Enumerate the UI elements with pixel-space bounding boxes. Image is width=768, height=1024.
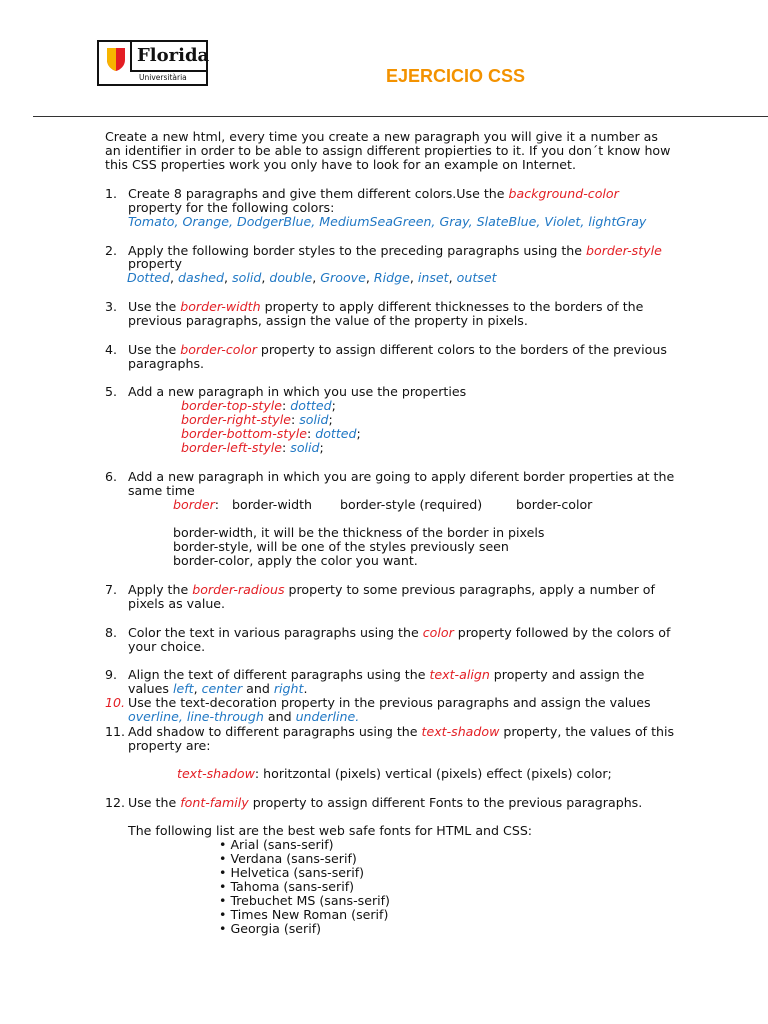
- item-8-line-2: your choice.: [128, 639, 206, 654]
- item-10-line-1: Use the text-decoration property in the previous paragraphs and assign the values: [128, 695, 651, 710]
- item-6-desc-3: border-color, apply the color you want.: [173, 553, 418, 568]
- item-2-line-2: property: [128, 256, 182, 271]
- florida-logo: [97, 40, 208, 86]
- item-5-prop-2: border-right-style: solid;: [181, 412, 333, 427]
- item-number: 3.: [105, 299, 118, 314]
- logo-name: Florida: [137, 45, 210, 66]
- item-6-border-color: border-color: [516, 497, 593, 512]
- item-2-styles: Dotted, dashed, solid, double, Groove, Ridge, inset, outset: [127, 270, 497, 285]
- intro-line-1: Create a new html, every time you create a new paragraph you will give it a number as: [105, 129, 658, 144]
- item-number: 10.: [105, 695, 126, 710]
- intro-line-2: an identifier in order to be able to assign different propierties to it. If you don´t know how: [105, 143, 671, 158]
- item-3-line-1: Use the border-width property to apply different thicknesses to the borders of the: [128, 299, 644, 314]
- item-5-prop-3: border-bottom-style: dotted;: [181, 426, 361, 441]
- list-item: • Georgia (serif): [219, 921, 322, 936]
- item-11-line-1: Add shadow to different paragraphs using the text-shadow property, the values of this: [128, 724, 675, 739]
- item-11-line-2: property are:: [128, 738, 211, 753]
- item-7-line-2: pixels as value.: [128, 596, 226, 611]
- logo-subtitle: Universitària: [139, 73, 187, 82]
- item-6-border-prop: border:: [173, 497, 220, 512]
- item-6-line-2: same time: [128, 483, 195, 498]
- list-item: • Arial (sans-serif): [219, 837, 334, 852]
- item-number: 6.: [105, 469, 118, 484]
- item-number: 2.: [105, 243, 118, 258]
- item-number: 8.: [105, 625, 118, 640]
- item-6-desc-1: border-width, it will be the thickness of the border in pixels: [173, 525, 545, 540]
- item-2-line-1: Apply the following border styles to the preceding paragraphs using the border-style: [128, 243, 662, 258]
- item-6-desc-2: border-style, will be one of the styles previously seen: [173, 539, 509, 554]
- item-12-line-1: Use the font-family property to assign different Fonts to the previous paragraphs.: [128, 795, 643, 810]
- page-title: EJERCICIO CSS: [386, 66, 526, 86]
- item-10-line-2: overline, line-through and underline.: [128, 709, 360, 724]
- intro-line-3: this CSS properties work you only have to look for an example on Internet.: [105, 157, 576, 172]
- item-1-colors: Tomato, Orange, DodgerBlue, MediumSeaGreen, Gray, SlateBlue, Violet, lightGray: [128, 214, 647, 229]
- item-9-line-2: values left, center and right.: [128, 681, 308, 696]
- shield-icon: [106, 46, 126, 72]
- item-4-line-2: paragraphs.: [128, 356, 205, 371]
- item-9-line-1: Align the text of different paragraphs using the text-align property and assign the: [128, 667, 645, 682]
- item-6-border-style: border-style (required): [340, 497, 483, 512]
- item-number: 1.: [105, 186, 118, 201]
- list-item: • Tahoma (sans-serif): [219, 879, 355, 894]
- item-12-line-2: The following list are the best web safe fonts for HTML and CSS:: [128, 823, 533, 838]
- list-item: • Verdana (sans-serif): [219, 851, 357, 866]
- list-item: • Times New Roman (serif): [219, 907, 389, 922]
- item-8-line-1: Color the text in various paragraphs using the color property followed by the colors of: [128, 625, 671, 640]
- list-item: • Trebuchet MS (sans-serif): [219, 893, 390, 908]
- item-5-prop-4: border-left-style: solid;: [181, 440, 324, 455]
- item-number: 11.: [105, 724, 126, 739]
- item-1-line-1: Create 8 paragraphs and give them different colors.Use the background-color: [128, 186, 619, 201]
- item-11-syntax: text-shadow: horitzontal (pixels) vertical (pixels) effect (pixels) color;: [177, 766, 612, 781]
- item-4-line-1: Use the border-color property to assign different colors to the borders of the previous: [128, 342, 667, 357]
- header-divider: [33, 116, 768, 117]
- item-6-line-1: Add a new paragraph in which you are going to apply diferent border properties at the: [128, 469, 675, 484]
- item-number: 12.: [105, 795, 126, 810]
- item-6-border-width: border-width: [232, 497, 313, 512]
- item-number: 4.: [105, 342, 118, 357]
- item-number: 7.: [105, 582, 118, 597]
- item-5-prop-1: border-top-style: dotted;: [181, 398, 336, 413]
- item-number: 9.: [105, 667, 118, 682]
- item-number: 5.: [105, 384, 118, 399]
- item-5-line-1: Add a new paragraph in which you use the properties: [128, 384, 467, 399]
- list-item: • Helvetica (sans-serif): [219, 865, 365, 880]
- item-1-line-2: property for the following colors:: [128, 200, 335, 215]
- item-3-line-2: previous paragraphs, assign the value of the property in pixels.: [128, 313, 528, 328]
- item-7-line-1: Apply the border-radious property to some previous paragraphs, apply a number of: [128, 582, 655, 597]
